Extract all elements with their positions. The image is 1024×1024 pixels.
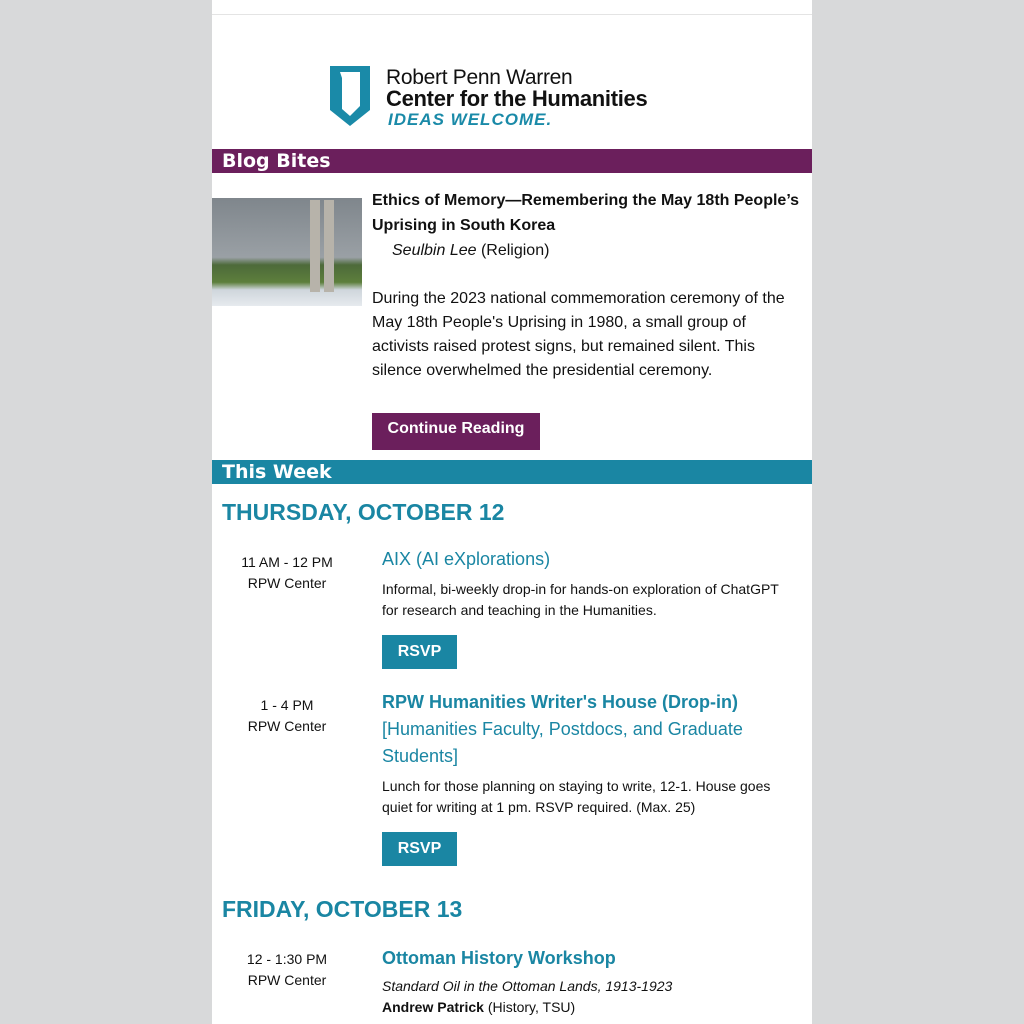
blog-author: Seulbin Lee (Religion) (392, 242, 550, 259)
event: AIX (AI eXplorations) Informal, bi-weekly drop-in for hands-on exploration of ChatGPT for research and teaching in the Humanities. (382, 546, 792, 621)
day-heading: THURSDAY, OCTOBER 12 (222, 499, 505, 525)
top-strip (212, 0, 812, 15)
event-title[interactable]: AIX (AI eXplorations) (382, 549, 551, 569)
this-week-heading: This Week (212, 460, 812, 484)
shield-logo-icon (330, 66, 372, 126)
event: RPW Humanities Writer's House (Drop-in) [Humanities Faculty, Postdocs, and Graduate Students] Lunch for those planning on staying to write, 12-1. House goes quiet for writing at 1 pm. RSVP required. (Max. 25) (382, 689, 792, 818)
blog-photo[interactable] (212, 198, 362, 306)
newsletter (212, 0, 812, 1024)
rsvp-button[interactable]: RSVP (382, 635, 457, 669)
day-heading: FRIDAY, OCTOBER 13 (222, 896, 463, 922)
event-title[interactable]: RPW Humanities Writer's House (Drop-in) (382, 692, 738, 712)
blog-bites-heading: Blog Bites (212, 149, 812, 173)
blog-summary: During the 2023 national commemoration ceremony of the May 18th People's Uprising in 1980, a small group of activists raised protest signs, but remained silent. This silence overwhelmed the presidential ceremony. (372, 290, 785, 379)
event: Ottoman History Workshop Standard Oil in the Ottoman Lands, 1913-1923 Andrew Patrick (History, TSU) (382, 945, 792, 1018)
event-time: 1 - 4 PM RPW Center (247, 697, 327, 734)
blog-title[interactable]: Ethics of Memory—Remembering the May 18th People’s Uprising in South Korea (372, 192, 800, 234)
continue-reading-button[interactable]: Continue Reading (372, 413, 540, 450)
logo: Robert Penn Warren Center for the Humanities IDEAS WELCOME. (330, 66, 700, 130)
event-time: 12 - 1:30 PM RPW Center (246, 951, 328, 988)
rsvp-button[interactable]: RSVP (382, 832, 457, 866)
event-time: 11 AM - 12 PM RPW Center (241, 554, 333, 591)
event-title[interactable]: Ottoman History Workshop (382, 948, 616, 968)
